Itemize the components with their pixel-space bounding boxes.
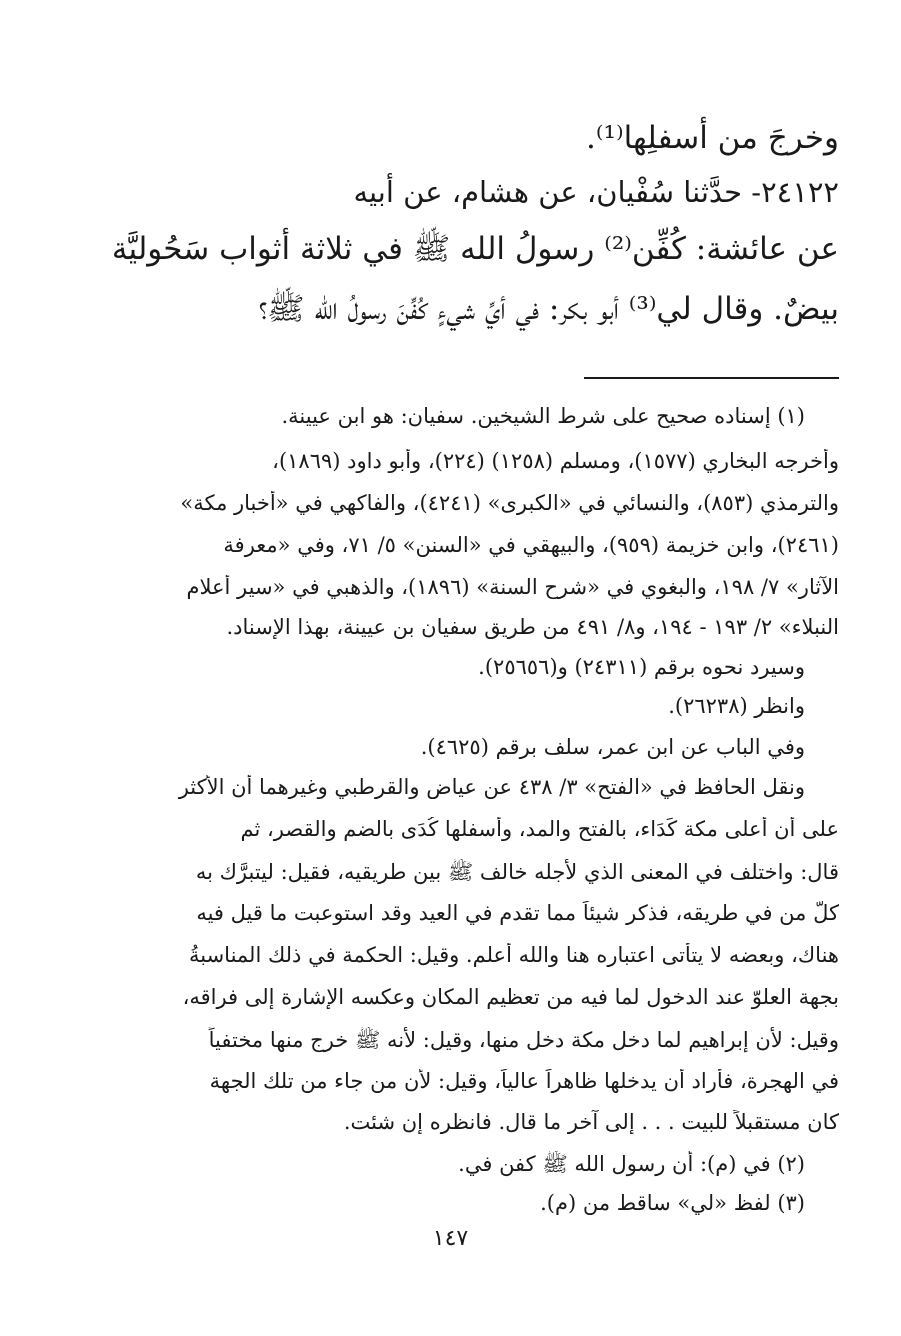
footnote-line: الآثار» ٧/ ١٩٨، والبغوي في «شرح السنة» (١٨٩٦)، والذهبي في «سير أعلام — [186, 575, 839, 599]
footnote-line: كان مستقبلاً للبيت . . . إلى آخر ما قال. فانظره إن شئت. — [343, 1110, 839, 1134]
footnote-line: بجهة العلوّ عند الدخول لما فيه من تعظيم المكان وعكسه الإشارة إلى فراقه، — [182, 985, 839, 1009]
footnote-line: وأخرجه البخاري (١٥٧٧)، ومسلم (١٢٥٨) (٢٢٤)، وأبو داود (١٨٦٩)، — [272, 449, 839, 473]
footnote-line: كلُّ من في طريقه، فذكر شيئاً مما تقدم في العيد وقد استوعبت ما قيل فيه — [196, 901, 839, 925]
footnote-line: ونقل الحافظ في «الفتح» ٣/ ٤٣٨ عن عياض والقرطبي وغيرهما أن الأكثر — [178, 775, 805, 799]
footnote-line: وفي الباب عن ابن عمر، سلف برقم (٤٦٢٥). — [420, 735, 805, 759]
footnote-line: وانظر (٢٦٢٣٨). — [668, 694, 805, 718]
footnote-line: على أن أعلى مكة كَدَاء، بالفتح والمد، وأسفلها كُدَى بالضم والقصر، ثم — [240, 817, 839, 841]
hadith-chain-line: ٢٤١٢٢- حدَّثنا سُفْيان، عن هشام، عن أبيه — [353, 175, 839, 209]
hadith-line-4: بيضٌ. وقال لي⁽³⁾ أبو بكر: في أيِّ شيءٍ كُفِّنَ رسولُ الله ﷺ؟ — [258, 291, 839, 327]
footnote-1: (١) إسناده صحيح على شرط الشيخين. سفيان: هو ابن عيينة. — [281, 404, 805, 428]
footnote-line: النبلاء» ٢/ ١٩٣ - ١٩٤، و٨/ ٤٩١ من طريق سفيان بن عيينة، بهذا الإسناد. — [226, 615, 839, 639]
footnote-line: قال: واختلف في المعنى الذي لأجله خالف ﷺ بين طريقيه، فقيل: ليتبرَّك به — [195, 860, 839, 884]
footnote-line: (٢٤٦١)، وابن خزيمة (٩٥٩)، والبيهقي في «السنن» ٥/ ٧١، وفي «معرفة — [223, 533, 839, 557]
footnote-line: والترمذي (٨٥٣)، والنسائي في «الكبرى» (٤٢٤١)، والفاكهي في «أخبار مكة» — [180, 491, 839, 515]
footnote-line: وسيرد نحوه برقم (٢٤٣١١) و(٢٥٦٥٦). — [478, 655, 805, 679]
hadith-line-3: عن عائشة: كُفِّن⁽²⁾ رسولُ الله ﷺ في ثلاثة أثواب سَحُوليَّة — [111, 231, 839, 267]
footnote-line: هناك، وبعضه لا يتأتى اعتباره هنا والله أعلم. وقيل: الحكمة في ذلك المناسبةُ — [188, 943, 839, 967]
page-number: ١٤٧ — [432, 1226, 469, 1251]
footnote-line: في الهجرة، فأراد أن يدخلها ظاهراً عالياً، وقيل: لأن من جاء من تلك الجهة — [209, 1069, 839, 1093]
footnote-2: (٢) في (م): أن رسول الله ﷺ كفن في. — [458, 1152, 805, 1176]
footnote-3: (٣) لفظ «لي» ساقط من (م). — [540, 1191, 805, 1215]
hadith-line-1: وخرجَ من أسفلِها⁽¹⁾. — [586, 120, 839, 156]
footnote-line: وقيل: لأن إبراهيم لما دخل مكة دخل منها، وقيل: لأنه ﷺ خرج منها مختفياً — [208, 1028, 839, 1052]
footnote-separator — [584, 377, 839, 379]
